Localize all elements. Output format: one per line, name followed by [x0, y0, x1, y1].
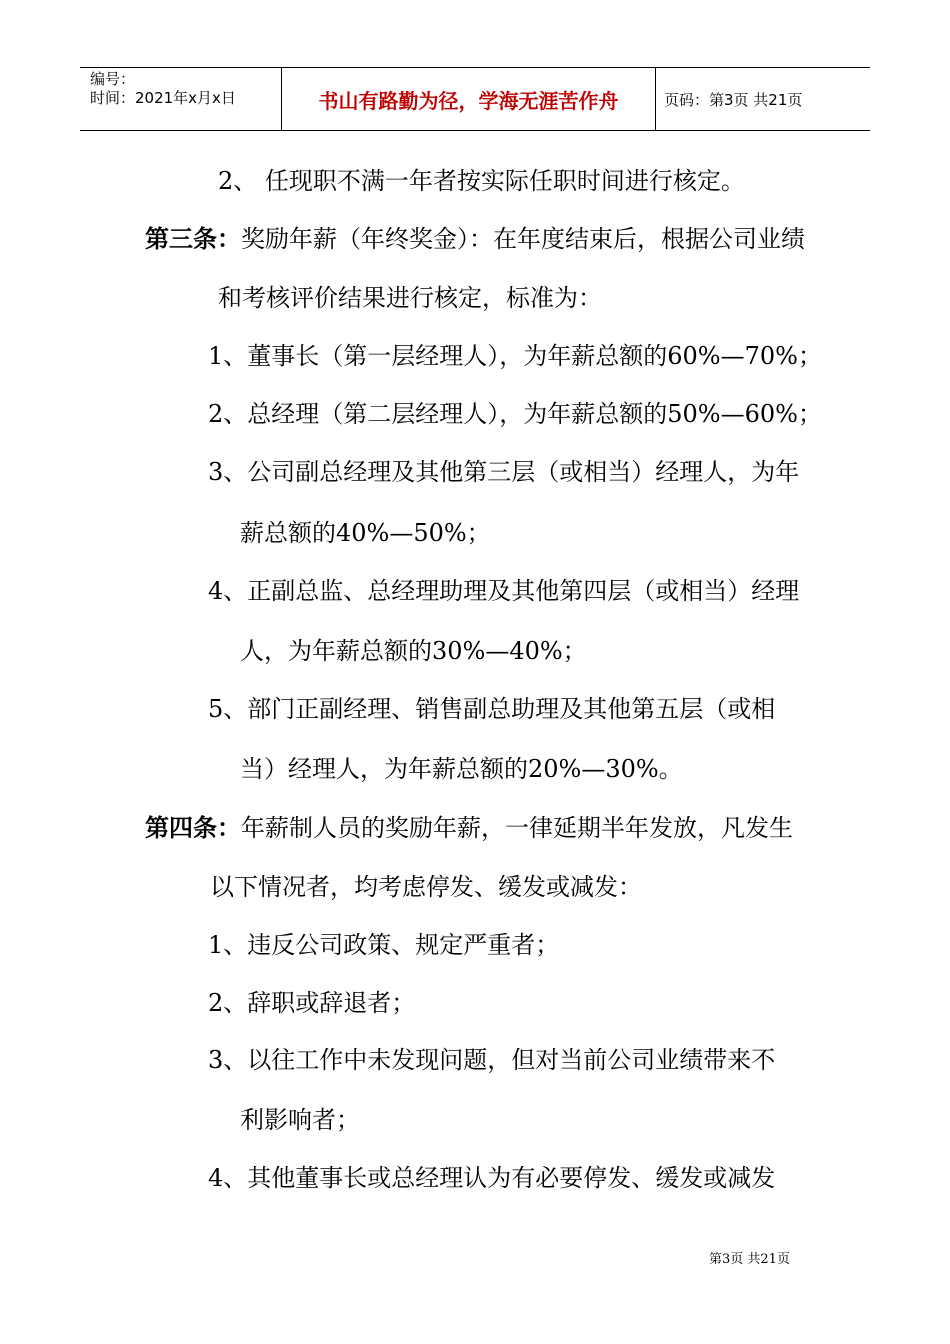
list-item-continuation: 薪总额的40%—50%；: [240, 519, 491, 547]
list-item-continuation: 利影响者；: [240, 1106, 360, 1134]
page-header: [80, 67, 870, 131]
article-four-line: [145, 813, 793, 843]
list-item: 5、部门正副经理、销售副总助理及其他第五层（或相: [208, 695, 776, 723]
list-item: 4、正副总监、总经理助理及其他第四层（或相当）经理: [208, 577, 800, 605]
list-item: 3、以往工作中未发现问题，但对当前公司业绩带来不: [208, 1046, 776, 1074]
list-item: 2、辞职或辞退者；: [208, 989, 416, 1017]
list-item-continuation: 人，为年薪总额的30%—40%；: [240, 637, 587, 665]
header-divider-right: [655, 68, 656, 130]
list-item: 3、公司副总经理及其他第三层（或相当）经理人，为年: [208, 458, 800, 486]
header-number-label: 编号：: [90, 70, 136, 88]
paragraph-line: 和考核评价结果进行核定，标准为：: [218, 284, 602, 312]
paragraph-line: 2、 任现职不满一年者按实际任职时间进行核定。: [218, 167, 745, 195]
header-page-info: 页码：第3页 共21页: [664, 90, 803, 109]
article-three-line: [145, 224, 805, 254]
header-motto: 书山有路勤为径，学海无涯苦作舟: [318, 88, 619, 113]
page-footer: 第3页 共21页: [709, 1252, 790, 1267]
paragraph-line: 以下情况者，均考虑停发、缓发或减发：: [210, 873, 642, 901]
list-item: 1、董事长（第一层经理人），为年薪总额的60%—70%；: [208, 342, 822, 370]
list-item-continuation: 当）经理人，为年薪总额的20%—30%。: [240, 755, 683, 783]
article-four-heading: 第四条：: [145, 813, 241, 842]
list-item: 1、违反公司政策、规定严重者；: [208, 931, 560, 959]
article-three-text: 奖励年薪（年终奖金）：在年度结束后，根据公司业绩: [241, 225, 805, 253]
article-three-heading: 第三条：: [145, 224, 241, 253]
article-four-text: 年薪制人员的奖励年薪，一律延期半年发放，凡发生: [241, 814, 793, 842]
list-item: 2、总经理（第二层经理人），为年薪总额的50%—60%；: [208, 400, 822, 428]
header-meta: [90, 70, 236, 108]
list-item: 4、其他董事长或总经理认为有必要停发、缓发或减发: [208, 1164, 776, 1192]
header-time-label: 时间：2021年x月x日: [90, 89, 236, 107]
